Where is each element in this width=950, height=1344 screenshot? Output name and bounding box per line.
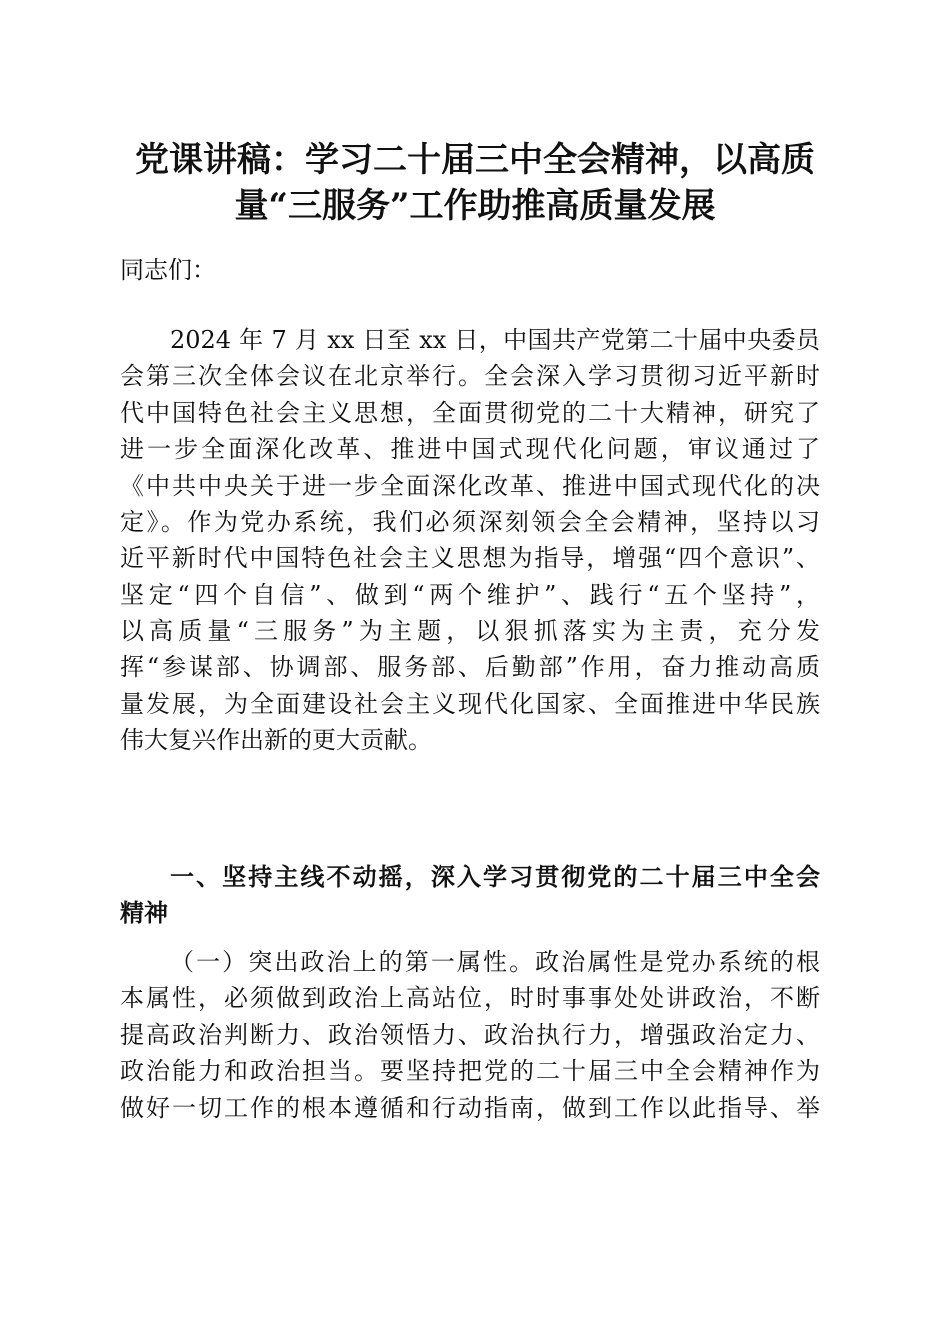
body-text-line: 坚定“四个自信”、做到“两个维护”、践行“五个坚持”， xyxy=(120,581,820,609)
body-text-line: （一）突出政治上的第一属性。政治属性是党办系统的根 xyxy=(170,948,820,976)
body-text-line: 近平新时代中国特色社会主义思想为指导，增强“四个意识”、 xyxy=(120,544,820,572)
body-text-line: 做好一切工作的根本遵循和行动指南，做到工作以此指导、举 xyxy=(120,1094,820,1122)
section-heading-line: 一、坚持主线不动摇，深入学习贯彻党的二十届三中全会 xyxy=(170,862,820,891)
body-text-line: 伟大复兴作出新的更大贡献。 xyxy=(120,726,432,754)
body-text-line: 本属性，必须做到政治上高站位，时时事事处处讲政治，不断 xyxy=(120,984,820,1012)
document-title-line-2: 量“三服务”工作助推高质量发展 xyxy=(234,186,716,226)
body-text-line: 代中国特色社会主义思想，全面贯彻党的二十大精神，研究了 xyxy=(120,399,820,427)
salutation: 同志们： xyxy=(120,256,216,284)
section-heading-line: 精神 xyxy=(120,898,168,927)
document-title-line-1: 党课讲稿：学习二十届三中全会精神，以高质 xyxy=(135,140,815,180)
body-text-line: 提高政治判断力、政治领悟力、政治执行力，增强政治定力、 xyxy=(120,1021,820,1049)
body-text-line: 以高质量“三服务”为主题，以狠抓落实为主责，充分发 xyxy=(120,617,820,645)
body-text-line: 2024 年 7 月 xx 日至 xx 日，中国共产党第二十届中央委员 xyxy=(170,326,820,354)
body-text-line: 定》。作为党办系统，我们必须深刻领会全会精神，坚持以习 xyxy=(120,508,820,536)
body-text-line: 挥“参谋部、协调部、服务部、后勤部”作用，奋力推动高质 xyxy=(120,653,820,681)
body-text-line: 量发展，为全面建设社会主义现代化国家、全面推进中华民族 xyxy=(120,690,820,718)
body-text-line: 会第三次全体会议在北京举行。全会深入学习贯彻习近平新时 xyxy=(120,362,820,390)
body-text-line: 政治能力和政治担当。要坚持把党的二十届三中全会精神作为 xyxy=(120,1057,820,1085)
body-text-line: 进一步全面深化改革、推进中国式现代化问题，审议通过了 xyxy=(120,435,820,463)
body-text-line: 《中共中央关于进一步全面深化改革、推进中国式现代化的决 xyxy=(120,472,820,500)
